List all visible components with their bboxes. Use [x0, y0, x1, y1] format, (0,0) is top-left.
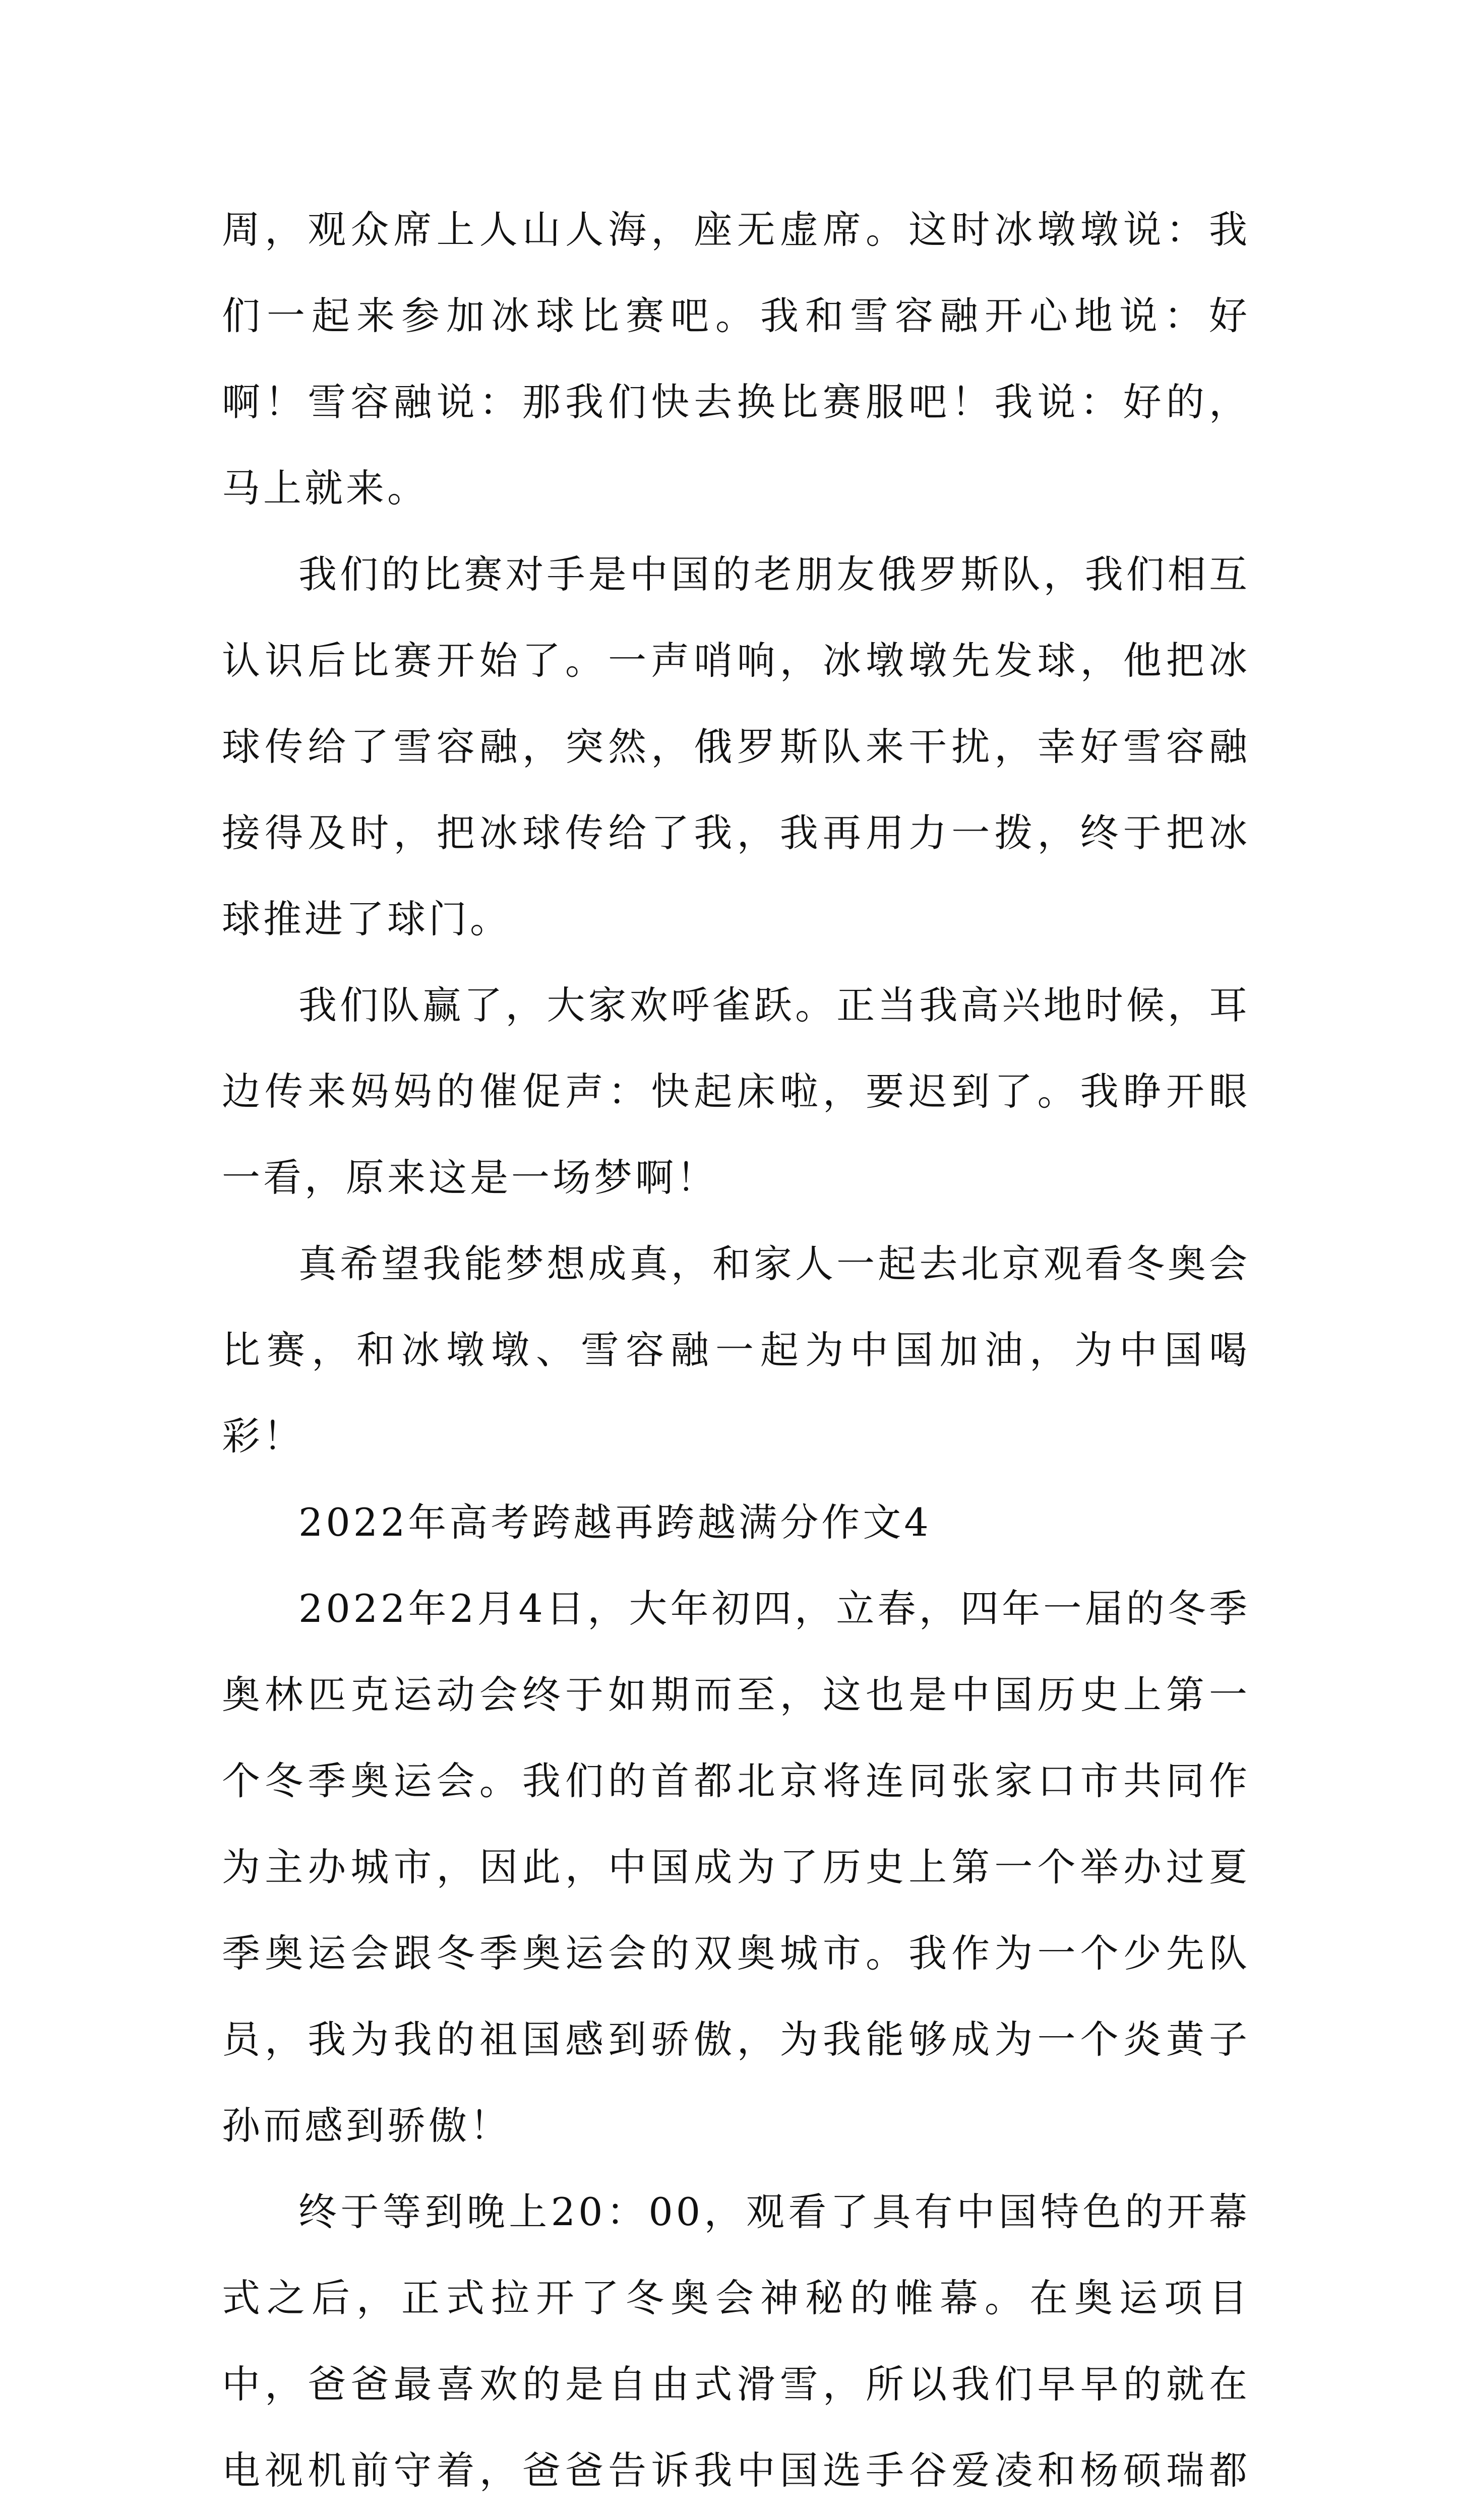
body-text — [222, 186, 1250, 2520]
paragraph-opening-ceremony: 终于等到晚上20：00，观看了具有中国特色的开幕式之后，正式拉开了冬奥会神秘的帷幕。在奥运项目中，爸爸最喜欢的是自由式滑雪，所以我们早早的就在电视机前守着，爸爸告诉我中国选手谷爱凌和杨硕瑞都 — [222, 2189, 1250, 2493]
paragraph-wish: 真希望我能梦想成真，和家人一起去北京观看冬奥会比赛，和冰墩墩、雪容融一起为中国加油，为中国喝彩！ — [222, 1241, 1250, 1459]
essay-heading: 2022年高考跨越再跨越满分作文4 — [298, 1500, 932, 1545]
paragraph-hockey-match: 我们的比赛对手是中国的老朋友俄罗斯队，我们相互认识后比赛开始了。一声哨响，冰墩墩先发球，他把冰球传给了雪容融，突然，俄罗斯队来干扰，幸好雪容融接得及时，把冰球传给了我，我再用力一拨，终于把冰球推进了球门。 — [222, 552, 1250, 941]
paragraph-continued: 周，观众席上人山人海，座无虚席。这时冰墩墩说：我们一起来参加冰球比赛吧。我和雪容融开心地说：好啊！雪容融说：那我们快去换比赛服吧！我说：好的，马上就来。 — [222, 207, 1250, 511]
paragraph-dream-end: 我们队赢了，大家欢呼雀跃。正当我高兴地时候，耳边传来妈妈的催促声：快起床啦，要迟到了。我睁开眼一看，原来这是一场梦啊！ — [222, 983, 1250, 1200]
paragraph-olympics-intro: 2022年2月4日，大年初四，立春，四年一届的冬季奥林匹克运动会终于如期而至，这也是中国历史上第一个冬季奥运会。我们的首都北京将连同张家口市共同作为主办城市，因此，中国成为了历史上第一个举办过夏季奥运会跟冬季奥运会的双奥城市。我作为一个少先队员，我为我的祖国感到骄傲，为我能够成为一个炎黄子孙而感到骄傲！ — [222, 1586, 1250, 2148]
